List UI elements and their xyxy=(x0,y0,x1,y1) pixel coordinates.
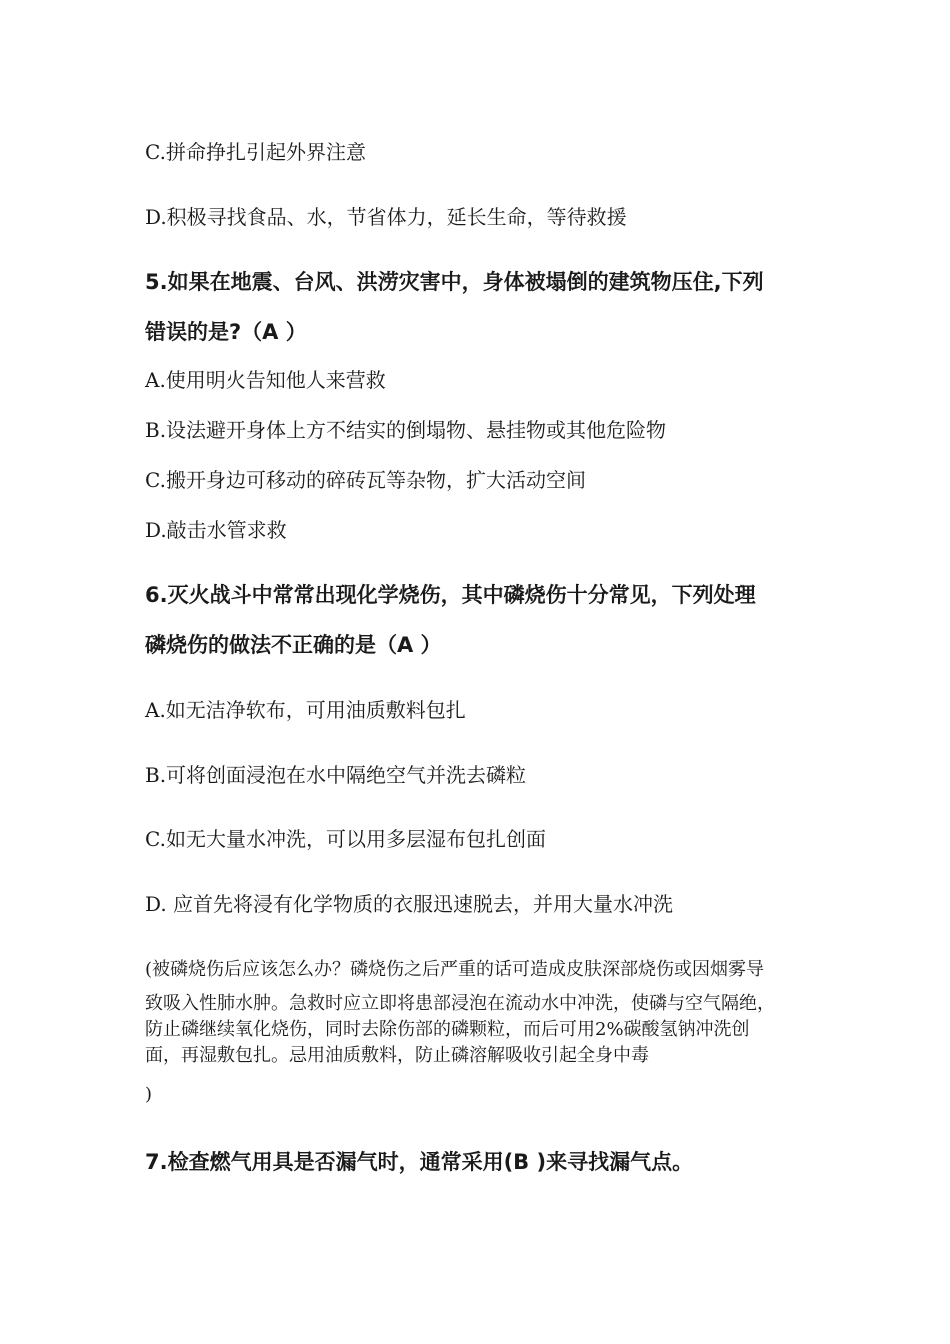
question-5-option-a: A.使用明火告知他人来营救 xyxy=(145,368,386,392)
question-6-note-line-4: 面，再湿敷包扎。忌用油质敷料，防止磷溶解吸收引起全身中毒 xyxy=(145,1045,649,1066)
question-5-line-2: 错误的是?（A ） xyxy=(145,320,307,344)
question-5-option-b: B.设法避开身体上方不结实的倒塌物、悬挂物或其他危险物 xyxy=(145,418,667,442)
question-6-note-line-3: 防止磷继续氧化烧伤，同时去除伤部的磷颗粒，而后可用2%碳酸氢钠冲洗创 xyxy=(145,1019,750,1040)
question-5-option-c: C.搬开身边可移动的碎砖瓦等杂物，扩大活动空间 xyxy=(145,468,586,492)
question-5-line-1: 5.如果在地震、台风、洪涝灾害中，身体被塌倒的建筑物压住,下列 xyxy=(145,270,764,294)
question-7-line-1: 7.检查燃气用具是否漏气时，通常采用(B )来寻找漏气点。 xyxy=(145,1150,694,1174)
question-6-option-c: C.如无大量水冲洗，可以用多层湿布包扎创面 xyxy=(145,827,546,851)
question-6-option-b: B.可将创面浸泡在水中隔绝空气并洗去磷粒 xyxy=(145,763,527,787)
question-6-note-line-2: 致吸入性肺水肿。急救时应立即将患部浸泡在流动水中冲洗，使磷与空气隔绝， xyxy=(145,993,775,1014)
question-5-option-d: D.敲击水管求救 xyxy=(145,518,287,542)
question-6-line-1: 6.灭火战斗中常常出现化学烧伤，其中磷烧伤十分常见，下列处理 xyxy=(145,583,756,607)
prev-option-c: C.拼命挣扎引起外界注意 xyxy=(145,140,366,164)
question-6-line-2: 磷烧伤的做法不正确的是（A ） xyxy=(145,633,442,657)
question-6-note-line-1: (被磷烧伤后应该怎么办？磷烧伤之后严重的话可造成皮肤深部烧伤或因烟雾导 xyxy=(145,959,765,980)
prev-option-d: D.积极寻找食品、水，节省体力，延长生命，等待救援 xyxy=(145,205,627,229)
question-6-note-close: ) xyxy=(145,1084,153,1105)
question-6-option-d: D. 应首先将浸有化学物质的衣服迅速脱去，并用大量水冲洗 xyxy=(145,892,674,916)
question-6-option-a: A.如无洁净软布，可用油质敷料包扎 xyxy=(145,698,466,722)
